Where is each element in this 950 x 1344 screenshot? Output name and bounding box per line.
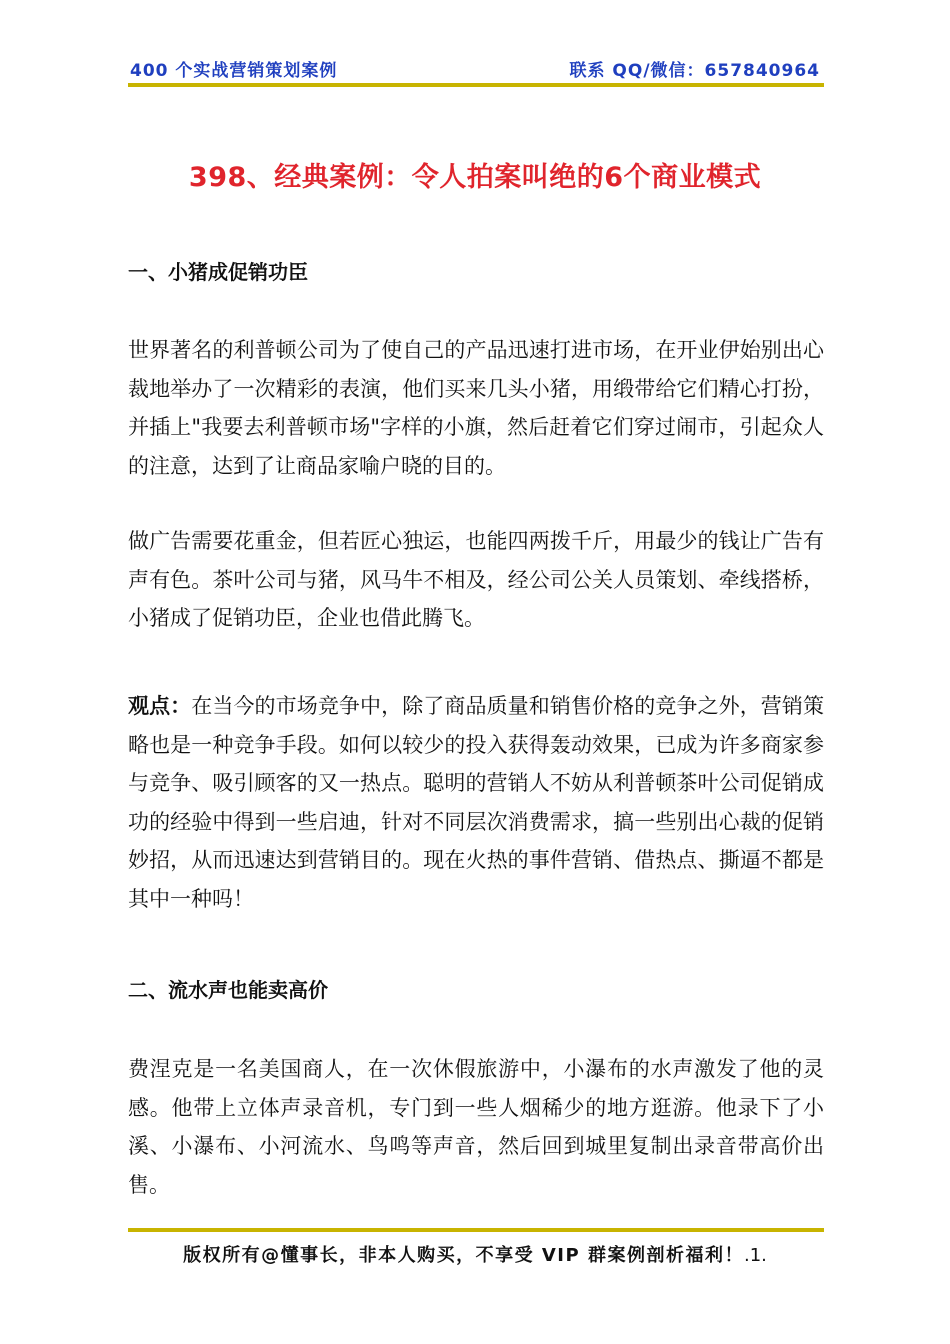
viewpoint-text: 在当今的市场竞争中，除了商品质量和销售价格的竞争之外，营销策略也是一种竞争手段。如何以较少的投入获得轰动效果，已成为许多商家参与竞争、吸引顾客的又一热点。聪明的营销人不妨从利普顿茶叶公司促销成功的经验中得到一些启迪，针对不同层次消费需求，搞一些别出心裁的促销妙招，从而迅速达到营销目的。现在火热的事件营销、借热点、撕逼不都是其中一种吗！: [128, 694, 824, 911]
footer-copyright: 版权所有@懂事长，非本人购买，不享受 VIP 群案例剖析福利！: [183, 1245, 744, 1266]
section-1-heading: 一、小猪成促销功臣: [128, 260, 308, 284]
page-header: [128, 52, 822, 80]
header-contact: 联系 QQ/微信：657840964: [569, 61, 820, 81]
section-1-paragraph-2: 做广告需要花重金，但若匠心独运，也能四两拨千斤，用最少的钱让广告有声有色。茶叶公司与猪，风马牛不相及，经公司公关人员策划、牵线搭桥，小猪成了促销功臣，企业也借此腾飞。: [128, 529, 824, 630]
header-divider: [128, 83, 824, 87]
section-1-viewpoint: [128, 687, 824, 918]
section-1-paragraph-1: 世界著名的利普顿公司为了使自己的产品迅速打进市场，在开业伊始别出心裁地举办了一次精彩的表演，他们买来几头小猪，用缎带给它们精心打扮，并插上"我要去利普顿市场"字样的小旗，然后赶着它们穿过闹市，引起众人的注意，达到了让商品家喻户晓的目的。: [128, 338, 824, 478]
viewpoint-label: 观点：: [128, 694, 192, 718]
footer-divider: [128, 1228, 824, 1232]
section-2-paragraph-1: 费涅克是一名美国商人，在一次休假旅游中，小瀑布的水声激发了他的灵感。他带上立体声录音机，专门到一些人烟稀少的地方逛游。他录下了小溪、小瀑布、小河流水、鸟鸣等声音，然后回到城里复制出录音带高价出售。: [128, 1057, 824, 1197]
section-2-heading: 二、流水声也能卖高价: [128, 978, 328, 1002]
page-footer: [128, 1241, 822, 1267]
header-series-title: 400 个实战营销策划案例: [130, 61, 338, 81]
page-number: .1.: [743, 1245, 767, 1266]
document-title: 398、经典案例：令人拍案叫绝的6个商业模式: [188, 162, 762, 193]
